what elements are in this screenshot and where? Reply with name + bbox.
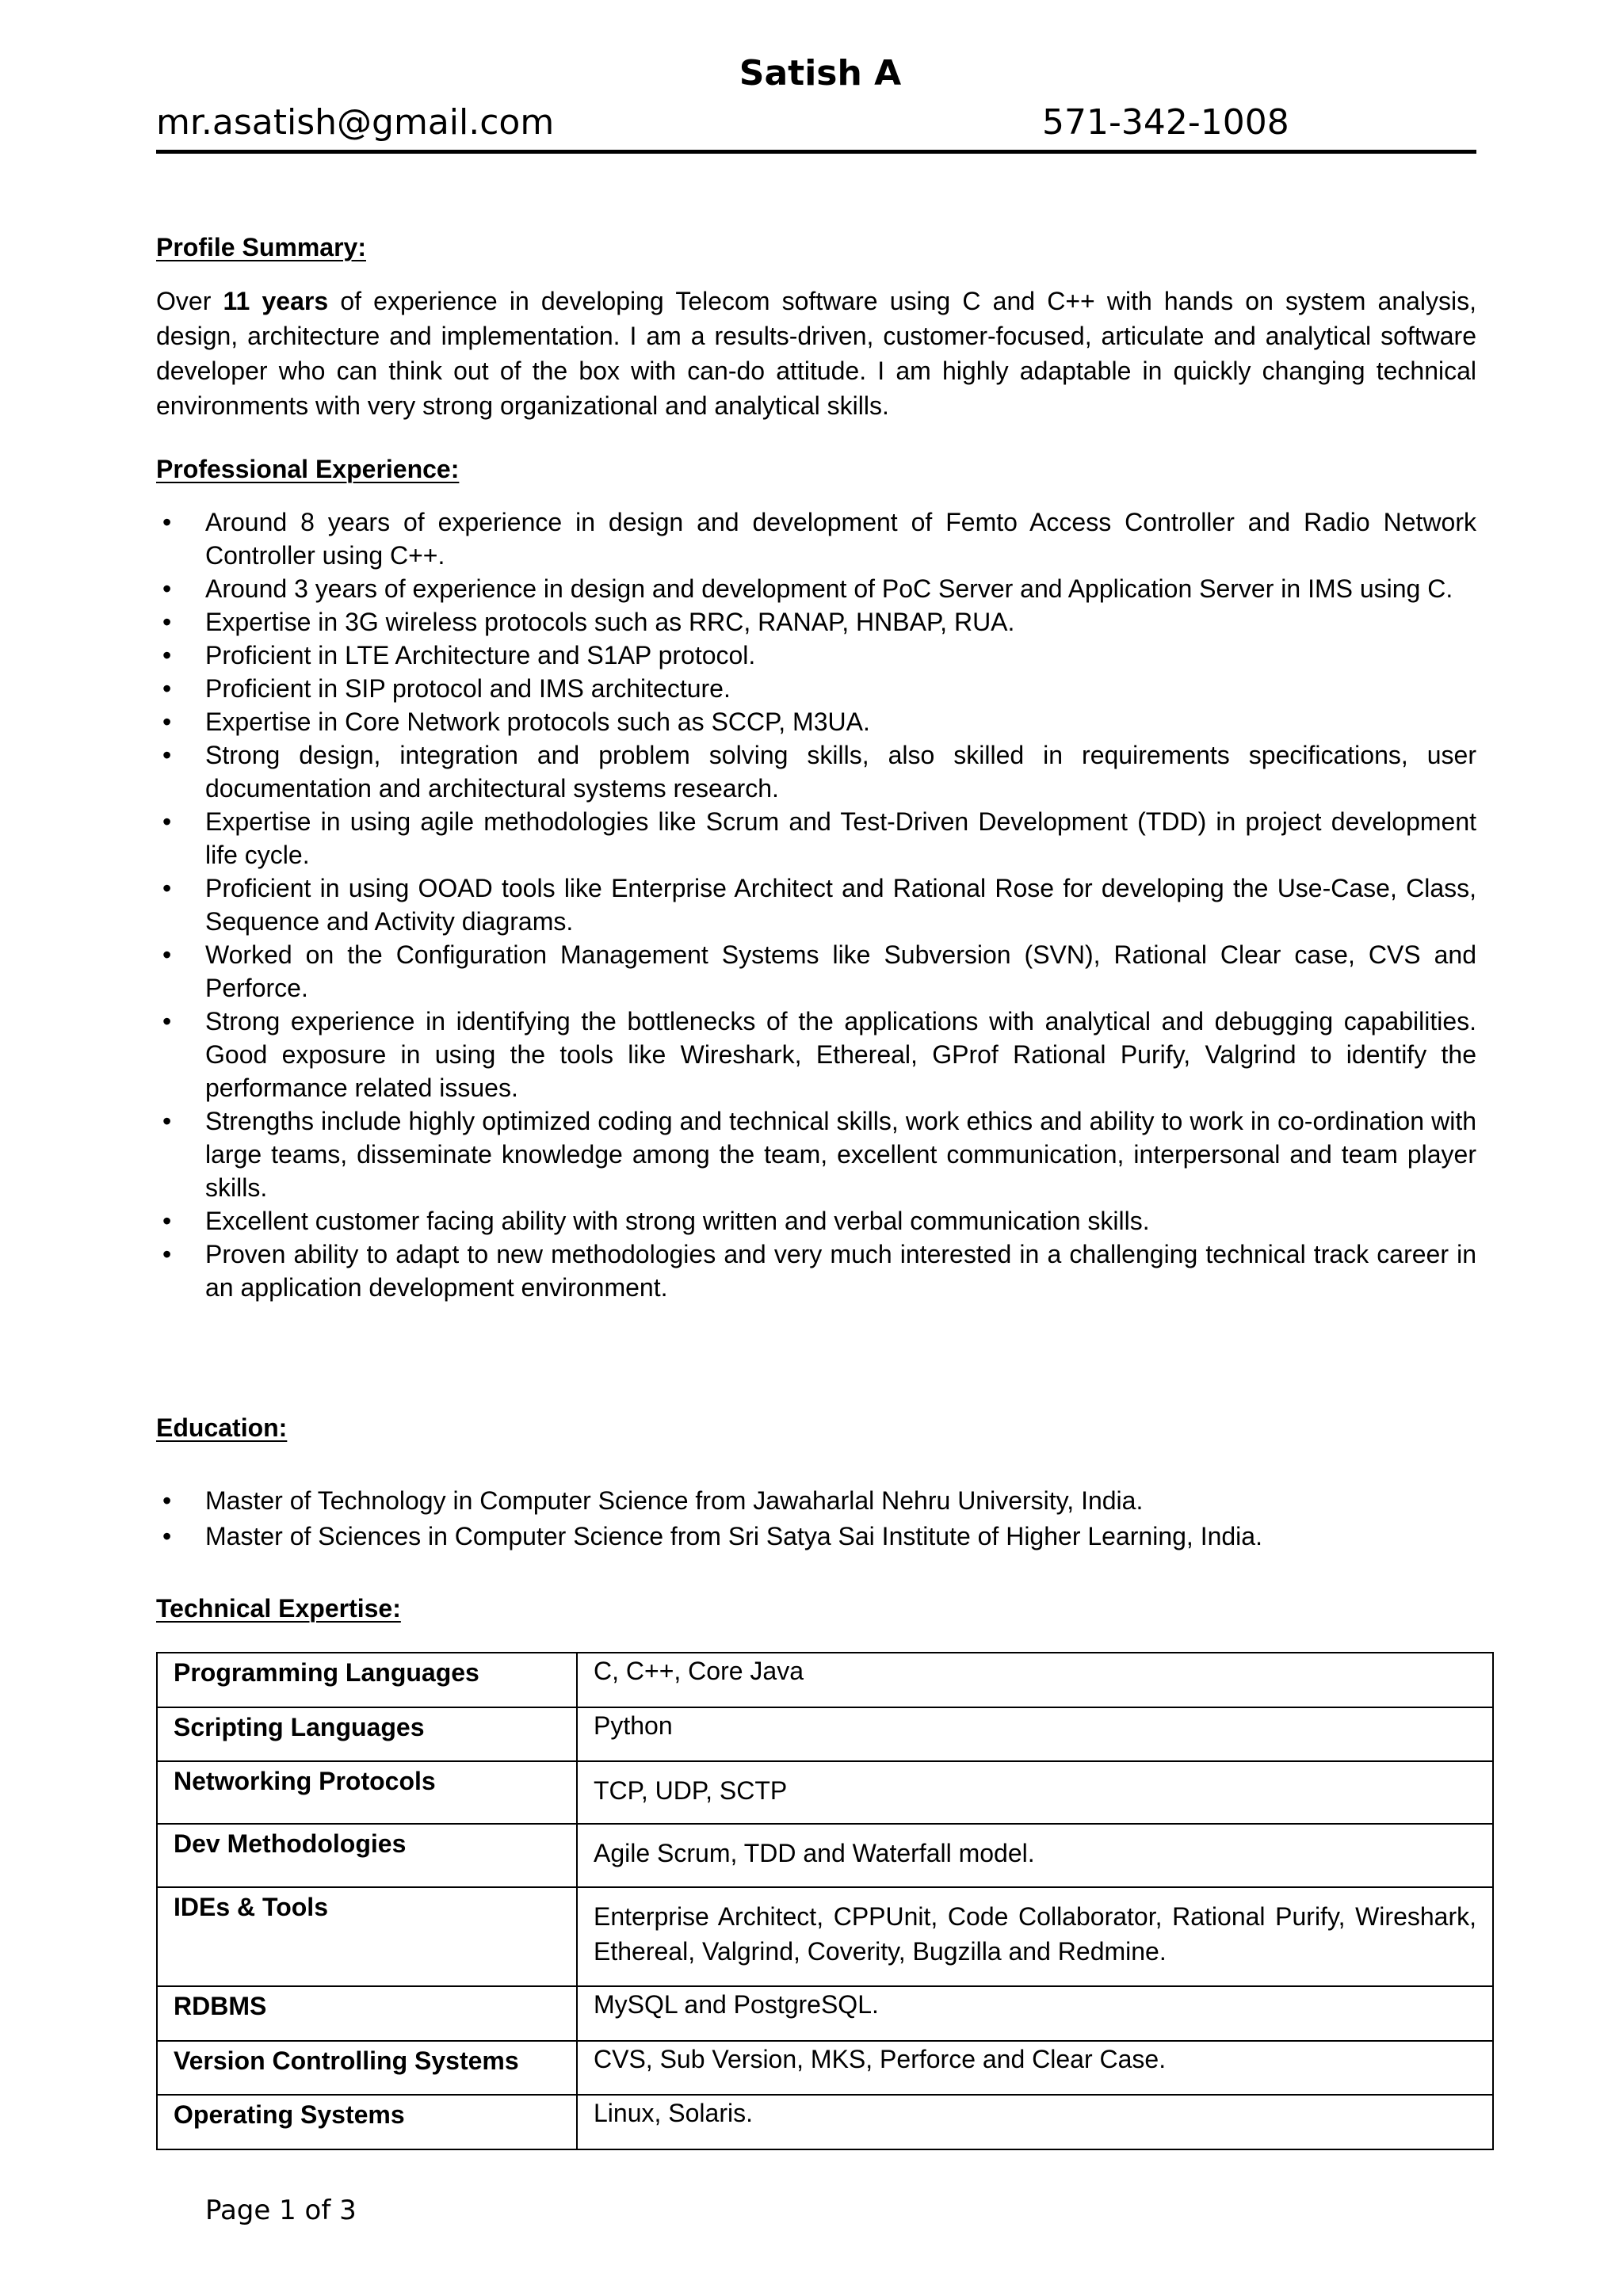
profile-summary-heading: Profile Summary:	[156, 233, 366, 261]
header-divider	[156, 150, 1476, 154]
education-item: • Master of Sciences in Computer Science from Sri Satya Sai Institute of Higher Learning, India.	[156, 1520, 1476, 1553]
table-row	[157, 2041, 1493, 2095]
page-number: Page 1 of 3	[205, 2195, 357, 2226]
experience-item: • Expertise in 3G wireless protocols such as RRC, RANAP, HNBAP, RUA.	[156, 605, 1476, 639]
experience-item: • Proven ability to adapt to new methodologies and very much interested in a challenging technical track career in an application development environment.	[156, 1238, 1476, 1304]
experience-item: • Strengths include highly optimized coding and technical skills, work ethics and ability to work in co-ordination with large teams, disseminate knowledge among the team, excellent communication, interpersonal and team player skills.	[156, 1104, 1476, 1204]
skill-category: Operating Systems	[157, 2095, 577, 2149]
table-row	[157, 1707, 1493, 1761]
education-heading: Education:	[156, 1413, 288, 1442]
candidate-name: Satish A	[739, 53, 902, 93]
experience-item: • Around 3 years of experience in design and development of PoC Server and Application Server in IMS using C.	[156, 572, 1476, 605]
skill-value: Enterprise Architect, CPPUnit, Code Collaborator, Rational Purify, Wireshark, Ethereal, Valgrind, Coverity, Bugzilla and Redmine.	[577, 1887, 1493, 1986]
skill-value: C, C++, Core Java	[577, 1653, 1493, 1707]
experience-item: • Strong experience in identifying the bottlenecks of the applications with analytical and debugging capabilities. Good exposure in using the tools like Wireshark, Ethereal, GProf Rational Purify, Valgrind to identify the performance related issues.	[156, 1005, 1476, 1104]
skill-category: Dev Methodologies	[157, 1824, 577, 1887]
email-address[interactable]: mr.asatish@gmail.com	[156, 102, 555, 143]
skill-category: RDBMS	[157, 1986, 577, 2041]
skill-category: Version Controlling Systems	[157, 2041, 577, 2095]
profile-years: 11 years	[223, 287, 329, 315]
profile-summary-text	[156, 284, 1476, 423]
phone-number: 571-342-1008	[1042, 102, 1289, 143]
experience-item: • Excellent customer facing ability with strong written and verbal communication skills.	[156, 1204, 1476, 1238]
skill-value: Python	[577, 1707, 1493, 1761]
skill-category: Scripting Languages	[157, 1707, 577, 1761]
skill-category: Programming Languages	[157, 1653, 577, 1707]
education-item: • Master of Technology in Computer Science from Jawaharlal Nehru University, India.	[156, 1484, 1476, 1517]
education-list	[156, 1484, 1476, 1555]
skill-category: IDEs & Tools	[157, 1887, 577, 1986]
skill-value: Linux, Solaris.	[577, 2095, 1493, 2149]
table-row	[157, 2095, 1493, 2149]
experience-item: • Worked on the Configuration Management Systems like Subversion (SVN), Rational Clear case, CVS and Perforce.	[156, 938, 1476, 1005]
experience-item: • Expertise in Core Network protocols such as SCCP, M3UA.	[156, 705, 1476, 738]
professional-experience-heading: Professional Experience:	[156, 455, 460, 483]
technical-expertise-table	[156, 1652, 1494, 2150]
experience-item: • Proficient in using OOAD tools like Enterprise Architect and Rational Rose for developing the Use-Case, Class, Sequence and Activity diagrams.	[156, 871, 1476, 938]
skill-value: CVS, Sub Version, MKS, Perforce and Clear Case.	[577, 2041, 1493, 2095]
experience-list	[156, 505, 1476, 1304]
skill-category: Networking Protocols	[157, 1761, 577, 1824]
table-row	[157, 1653, 1493, 1707]
profile-text-after: of experience in developing Telecom software using C and C++ with hands on system analysis, design, architecture and implementation. I am a results-driven, customer-focused, articulate and analytical software developer who can think out of the box with can-do attitude. I am highly adaptable in quickly changing technical environments with very strong organizational and analytical skills.	[156, 287, 1477, 420]
profile-text-before: Over	[156, 287, 223, 315]
skill-value: Agile Scrum, TDD and Waterfall model.	[577, 1824, 1493, 1887]
skill-value: MySQL and PostgreSQL.	[577, 1986, 1493, 2041]
table-row	[157, 1887, 1493, 1986]
experience-item: • Expertise in using agile methodologies like Scrum and Test-Driven Development (TDD) in project development life cycle.	[156, 805, 1476, 871]
skill-value: TCP, UDP, SCTP	[577, 1761, 1493, 1824]
table-row	[157, 1986, 1493, 2041]
experience-item: • Around 8 years of experience in design and development of Femto Access Controller and Radio Network Controller using C++.	[156, 505, 1476, 572]
table-row	[157, 1761, 1493, 1824]
technical-expertise-heading: Technical Expertise:	[156, 1594, 401, 1623]
experience-item: • Proficient in SIP protocol and IMS architecture.	[156, 672, 1476, 705]
experience-item: • Proficient in LTE Architecture and S1AP protocol.	[156, 639, 1476, 672]
table-row	[157, 1824, 1493, 1887]
experience-item: • Strong design, integration and problem solving skills, also skilled in requirements specifications, user documentation and architectural systems research.	[156, 738, 1476, 805]
